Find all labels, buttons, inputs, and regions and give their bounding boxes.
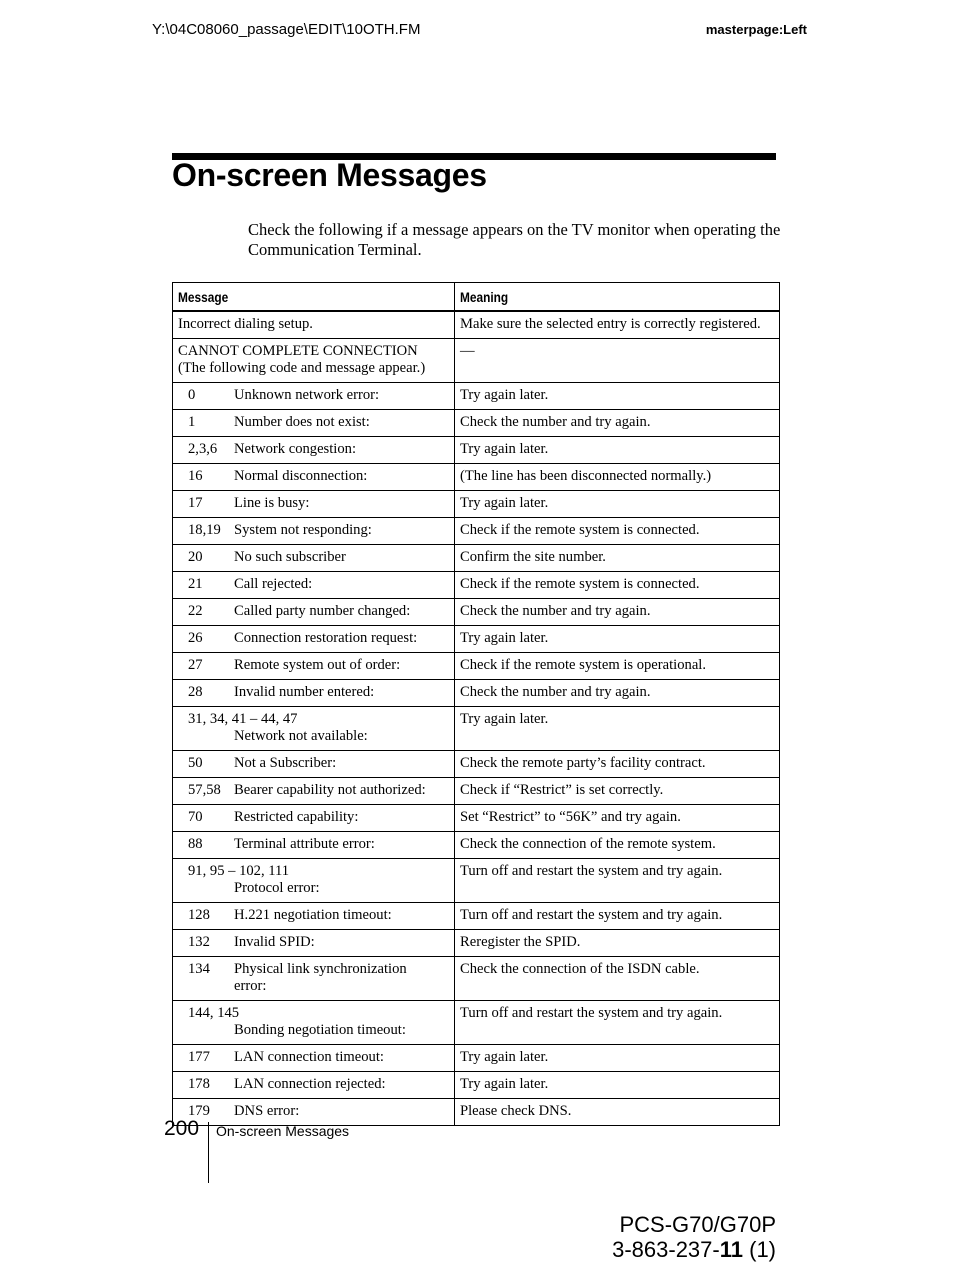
table-row [173, 930, 780, 957]
meaning-cell: Turn off and restart the system and try again. [455, 1001, 780, 1045]
message-cell: 179 DNS error: [173, 1099, 455, 1126]
message-cell: 57,58 Bearer capability not authorized: [173, 778, 455, 805]
error-code: 1 [188, 414, 196, 430]
error-code: 134 [188, 961, 210, 977]
message-cell: 21 Call rejected: [173, 572, 455, 599]
message-cell: 26 Connection restoration request: [173, 626, 455, 653]
meaning-cell: Check the remote party’s facility contract. [455, 751, 780, 778]
message-cell: 18,19 System not responding: [173, 518, 455, 545]
error-code: 26 [188, 630, 203, 646]
error-code: 17 [188, 495, 203, 511]
table-row [173, 545, 780, 572]
table-row [173, 410, 780, 437]
meaning-cell: Reregister the SPID. [455, 930, 780, 957]
page-title: On-screen Messages [172, 157, 487, 193]
message-cell: 1 Number does not exist: [173, 410, 455, 437]
message-cell: 17 Line is busy: [173, 491, 455, 518]
table-row [173, 957, 780, 1001]
meaning-cell: Try again later. [455, 383, 780, 410]
message-cell: 70 Restricted capability: [173, 805, 455, 832]
message-cell: 16 Normal disconnection: [173, 464, 455, 491]
message-cell: 178 LAN connection rejected: [173, 1072, 455, 1099]
table-row [173, 653, 780, 680]
meaning-cell: Please check DNS. [455, 1099, 780, 1126]
meaning-cell: Check the number and try again. [455, 680, 780, 707]
meaning-cell: Turn off and restart the system and try again. [455, 903, 780, 930]
meaning-cell: Try again later. [455, 491, 780, 518]
table-row [173, 383, 780, 410]
error-code: 2,3,6 [188, 441, 218, 457]
table-row [173, 805, 780, 832]
table-row [173, 311, 780, 339]
meaning-cell: Check if the remote system is operational. [455, 653, 780, 680]
meaning-cell: Try again later. [455, 1072, 780, 1099]
error-code: 18,19 [188, 522, 221, 538]
header-message: Message [173, 283, 455, 312]
messages-table [172, 282, 780, 1126]
table-row [173, 1045, 780, 1072]
error-code: 70 [188, 809, 203, 825]
table-row [173, 437, 780, 464]
meaning-cell: Try again later. [455, 1045, 780, 1072]
meaning-cell: Set “Restrict” to “56K” and try again. [455, 805, 780, 832]
meaning-cell: Check if the remote system is connected. [455, 518, 780, 545]
error-code: 132 [188, 934, 210, 950]
table-row [173, 751, 780, 778]
error-code: 50 [188, 755, 203, 771]
table-row [173, 491, 780, 518]
table-row [173, 339, 780, 383]
meaning-cell: Check if “Restrict” is set correctly. [455, 778, 780, 805]
message-cell: 132 Invalid SPID: [173, 930, 455, 957]
meaning-cell: Check the number and try again. [455, 410, 780, 437]
meaning-cell: Try again later. [455, 626, 780, 653]
message-cell: 31, 34, 41 – 44, 47 Network not available: [173, 707, 455, 751]
error-code: 27 [188, 657, 203, 673]
table-row [173, 680, 780, 707]
model-name: PCS-G70/G70P [619, 1212, 776, 1237]
table-header-row [173, 283, 780, 312]
message-cell: 134 Physical link synchronization error: [173, 957, 455, 1001]
header-meaning: Meaning [455, 283, 780, 312]
error-code: 31, 34, 41 – 44, 47 [188, 711, 298, 727]
error-code: 178 [188, 1076, 210, 1092]
meaning-cell: — [455, 339, 780, 383]
message-cell: 27 Remote system out of order: [173, 653, 455, 680]
meaning-cell: Make sure the selected entry is correctly registered. [455, 311, 780, 339]
masterpage-label: masterpage:Left [705, 22, 807, 37]
meaning-cell: Try again later. [455, 437, 780, 464]
message-cell: 0 Unknown network error: [173, 383, 455, 410]
model-info [612, 1212, 776, 1262]
message-cell: 22 Called party number changed: [173, 599, 455, 626]
table-row [173, 464, 780, 491]
intro-paragraph: Check the following if a message appears on the TV monitor when operating the Communication Terminal. [248, 220, 781, 259]
meaning-cell: Turn off and restart the system and try again. [455, 859, 780, 903]
page-number: 200 [164, 1117, 200, 1140]
meaning-cell: Check the number and try again. [455, 599, 780, 626]
part-number: 3-863-237-11 (1) [612, 1237, 776, 1262]
table-row [173, 832, 780, 859]
message-cell: 2,3,6 Network congestion: [173, 437, 455, 464]
footer-divider [208, 1122, 209, 1183]
table-row [173, 778, 780, 805]
message-cell: 88 Terminal attribute error: [173, 832, 455, 859]
file-path: Y:\04C08060_passage\EDIT\10OTH.FM [152, 21, 421, 38]
message-cell: 177 LAN connection timeout: [173, 1045, 455, 1072]
table-row [173, 1072, 780, 1099]
error-code: 20 [188, 549, 203, 565]
table-row [173, 599, 780, 626]
error-code: 179 [188, 1103, 210, 1119]
error-code: 21 [188, 576, 203, 592]
message-cell: 50 Not a Subscriber: [173, 751, 455, 778]
message-cell: 28 Invalid number entered: [173, 680, 455, 707]
meaning-cell: Try again later. [455, 707, 780, 751]
meaning-cell: Check the connection of the ISDN cable. [455, 957, 780, 1001]
error-code: 91, 95 – 102, 111 [188, 863, 290, 879]
error-code: 177 [188, 1049, 210, 1065]
meaning-cell: (The line has been disconnected normally.) [455, 464, 780, 491]
message-cell: 144, 145 Bonding negotiation timeout: [173, 1001, 455, 1045]
error-code: 0 [188, 387, 196, 403]
table-row [173, 1099, 780, 1126]
meaning-cell: Confirm the site number. [455, 545, 780, 572]
table-row [173, 572, 780, 599]
message-cell: Incorrect dialing setup. [173, 311, 455, 339]
meaning-cell: Check if the remote system is connected. [455, 572, 780, 599]
table-row [173, 707, 780, 751]
error-code: 128 [188, 907, 210, 923]
message-cell: 128 H.221 negotiation timeout: [173, 903, 455, 930]
footer-section-title: On-screen Messages [216, 1123, 350, 1139]
error-code: 57,58 [188, 782, 221, 798]
table-row [173, 1001, 780, 1045]
table-row [173, 903, 780, 930]
message-cell: CANNOT COMPLETE CONNECTION (The following code and message appear.) [173, 339, 455, 383]
message-cell: 20 No such subscriber [173, 545, 455, 572]
table-row [173, 518, 780, 545]
message-cell: 91, 95 – 102, 111 Protocol error: [173, 859, 455, 903]
error-code: 144, 145 [188, 1005, 240, 1021]
table-row [173, 859, 780, 903]
error-code: 22 [188, 603, 203, 619]
table-row [173, 626, 780, 653]
meaning-cell: Check the connection of the remote system. [455, 832, 780, 859]
error-code: 88 [188, 836, 203, 852]
error-code: 28 [188, 684, 203, 700]
error-code: 16 [188, 468, 203, 484]
